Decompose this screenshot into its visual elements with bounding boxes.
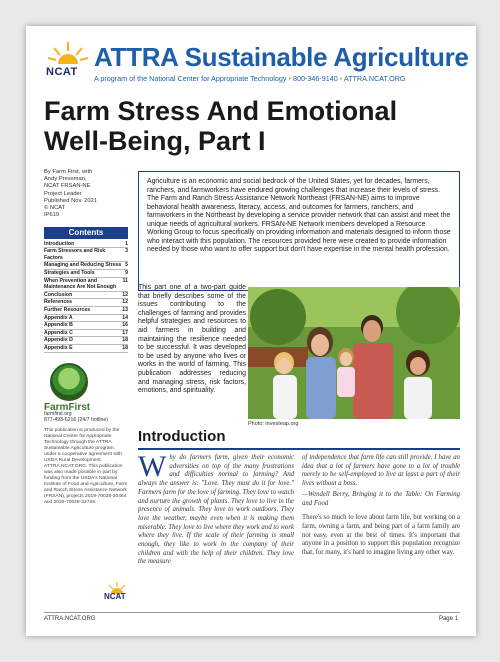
phone-number: 800-346-9140	[292, 74, 338, 83]
bullet-icon: •	[339, 74, 344, 83]
farmfirst-name: FarmFirst	[44, 401, 91, 413]
family-photo	[248, 287, 460, 419]
ncat-small-logo: NCAT	[104, 592, 126, 601]
quote-text: of independence that farm life can still provide. I have an idea that a lot of farmers have gone to a lot of trouble merely to be self-employed to live at least a part of their lives without a boss.	[302, 454, 460, 488]
brand-title: ATTRA Sustainable Agriculture	[94, 42, 469, 72]
toc-item[interactable]: Managing and Reducing Stress 5	[44, 262, 128, 269]
contents-heading: Contents	[44, 227, 128, 238]
toc-item[interactable]: Conclusion 12	[44, 291, 128, 298]
body-column-left	[138, 450, 294, 567]
website-link[interactable]: ATTRA.NCAT.ORG	[343, 74, 406, 83]
page-title: Farm Stress And Emotional Well-Being, Part I	[44, 96, 398, 156]
toc-item[interactable]: Further Resources 13	[44, 306, 128, 313]
intro-text: hy do farmers farm, given their economic adversities on top of the many frustrations and difficulties normal to farming? And always the answer is: "Love. They must do it for love." Farmers farm for the love of farming. They love to watch and nurture the growth of plants. They love to live in the presence of animals. They love to work outdoors. They love the weather, maybe even when it is making them miserable. They love to live where they work and to work where they live. If the scale of their farming is small enough, they like to work in the company of their children and with the help of their children. They love the measure	[138, 454, 294, 566]
byline-line: © NCAT	[44, 205, 66, 212]
farmfirst-logo-icon	[50, 363, 88, 401]
byline	[44, 169, 128, 219]
summary-paragraph: This part one of a two-part guide that briefly describes some of the issues contributing to the challenges of farming and provides helpful strategies and resources to aid farmers in building and maintaining the resilience needed to be successful. It was developed to be used by anyone who lives or works in the world of farming. This publication addresses reducing and managing stress, risk factors, emotions, and spirituality.	[138, 284, 246, 395]
toc-item[interactable]: References 12	[44, 299, 128, 306]
toc-item[interactable]: Strategies and Tools 9	[44, 270, 128, 276]
document-page	[26, 26, 476, 636]
table-of-contents	[44, 241, 128, 353]
toc-item[interactable]: Appendix E 18	[44, 344, 128, 351]
byline-line: Published Nov. 2021	[44, 197, 98, 204]
tagline-text: A program of the National Center for Appropriate Technology	[94, 74, 287, 83]
toc-item[interactable]: Farm Stressors and Risk Factors 3	[44, 248, 128, 261]
toc-item[interactable]: Appendix B 16	[44, 322, 128, 329]
ncat-logo: NCAT	[46, 66, 78, 78]
farmfirst-phone: 877-493-6216 (24/7 hotline)	[44, 417, 109, 424]
quote-attribution: —Wendell Berry, Bringing it to the Table: On Farming and Food	[302, 490, 460, 507]
byline-line: NCAT FRSAN-NE	[44, 183, 91, 190]
funding-statement: This publication is produced by the National Center for Appropriate Technology through the ATTRA Sustainable Agriculture program, under a cooperative agreement with USDA Rural Development. ATTRA.NCAT.ORG. This publication was also made possible in part by funding from the USDA's National Institute of Food and Agriculture, Farm and Ranch Stress Assistance Network (FRSAN), projects 2019-70028-30464 and 2020-70028-32729.	[44, 427, 128, 505]
heading-rule	[138, 448, 460, 450]
photo-credit: Photo: investeap.org	[248, 421, 299, 427]
byline-line: Project Leader	[44, 190, 82, 197]
bullet-icon: •	[288, 74, 293, 83]
footer-website[interactable]: ATTRA.NCAT.ORG	[44, 616, 96, 622]
toc-item[interactable]: Introduction 1	[44, 240, 128, 247]
toc-item[interactable]: Appendix A 14	[44, 314, 128, 321]
toc-item[interactable]: Appendix D 18	[44, 337, 128, 344]
footer-rule	[44, 612, 460, 613]
farmfirst-url[interactable]: farmfirst.org	[44, 410, 72, 417]
toc-item[interactable]: When Prevention and Maintenance Are Not Enough 11	[44, 277, 128, 291]
section-heading-introduction: Introduction	[138, 428, 226, 445]
header	[44, 40, 469, 92]
drop-cap: W	[138, 450, 167, 483]
intro-box: Agriculture is an economic and social bedrock of the United States, yet for decades, farmers, ranchers, and farmworkers have endured growing challenges that increase their levels of stress. The Farm and Ranch Stress Assistance Network Northeast (FRSAN-NE) aims to improve behavioral health awareness, literacy, access, and outcomes for farmers, ranchers, and farmworkers in the Northeast by developing a service provider network that can assist and meet the unique needs of agricultural workers. FRSAN-NE Network members developed a Resource Working Group to focus specifically on providing information and materials designed to inform those who interact with this population. The resources provided here were created to provide information needed by those who want to offer support but don't have expertise in the mental health profession.	[138, 171, 460, 291]
byline-line: IP619	[44, 212, 60, 219]
byline-line: Andy Pressman,	[44, 176, 87, 183]
body-paragraph: There's so much to love about farm life, but working on a farm, owning a farm, and being part of a farm family are not easy, even at the best of times. It's important that anyone in a position to support this population recognize that, for many, it's hard to imagine living any other way.	[302, 514, 460, 557]
byline-line: By Farm First, with	[44, 169, 93, 175]
sidebar	[44, 169, 128, 506]
toc-item[interactable]: Appendix C 17	[44, 329, 128, 336]
sun-logo-icon	[48, 42, 88, 64]
body-column-right	[302, 454, 460, 558]
tagline	[94, 74, 405, 83]
page-number: Page 1	[438, 616, 458, 622]
